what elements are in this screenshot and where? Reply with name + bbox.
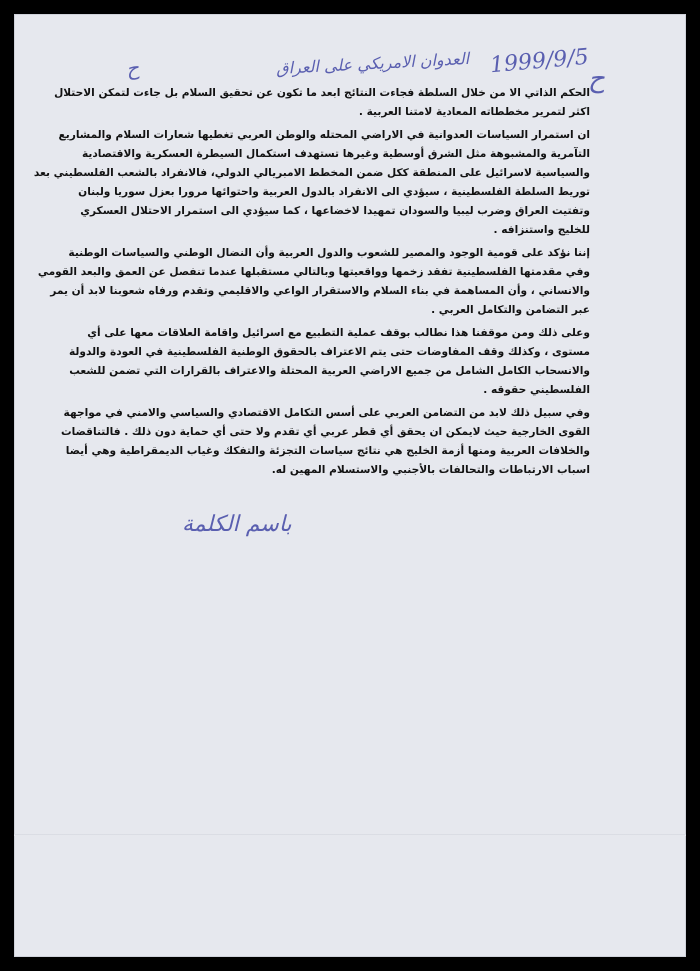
text-line: والخلافات العربية ومنها أزمة الخليج هي نتائج سياسات التجزئة والتفكك وغياب الديمقراطية وهي أيضا — [65, 445, 590, 457]
text-line: مستوى ، وكذلك وقف المفاوضات حتى يتم الاعتراف بالحقوق الوطنية الفلسطينية في العودة والدولة — [68, 346, 590, 358]
text-line: والسياسية لاسرائيل على المنطقة ككل ضمن المخطط الامبريالي الدولي، فالانفراد بالشعب الفلسطيني بعد — [33, 167, 590, 179]
text-line: اسباب الارتباطات والتحالفات بالأجنبي والاستسلام المهين له. — [271, 464, 590, 476]
document-page — [14, 14, 686, 957]
handwritten-mark-left: ح — [124, 55, 141, 81]
paragraph — [61, 404, 590, 480]
text-line: وعلى ذلك ومن موقفنا هذا نطالب بوقف عملية التطبيع مع اسرائيل واقامة العلاقات معها على أي — [87, 327, 590, 339]
text-line: القوى الخارجية حيث لايمكن ان يحقق أي قطر عربي أي تقدم ولا حتى أي حماية دون ذلك . فالتناقضات — [61, 426, 590, 438]
text-line: الحكم الذاتي الا من خلال السلطة فجاءت النتائج ابعد ما تكون عن تحقيق السلام بل جاءت لتمكن الاحتلال — [54, 87, 590, 99]
handwritten-signature: باسم الكلمة — [182, 512, 292, 537]
text-line: اكثر لتمرير مخططاته المعادية لامتنا العربية . — [358, 106, 590, 118]
text-line: وفي مقدمتها الفلسطينية تفقد زخمها وواقعيتها وبالتالي مستقبلها عندما تنفصل عن العمق والبعد القومي — [37, 266, 590, 278]
text-line: وتفتيت العراق وضرب ليبيا والسودان تمهيدا لاخضاعها ، كما سيؤدي الى استمرار الاحتلال العسكري — [80, 205, 590, 217]
paragraph — [33, 126, 590, 240]
text-line: للخليج واستنزافه . — [493, 224, 590, 236]
text-line: وفي سبيل ذلك لابد من التضامن العربي على أسس التكامل الاقتصادي والسياسي والامني في مواجهة — [63, 407, 590, 419]
text-line: والانسحاب الكامل الشامل من جميع الاراضي العربية المحتلة والاعتراف بالقرارات التي تضمن للشعب — [69, 365, 590, 377]
text-line: التآمرية والمشبوهة مثل الشرق أوسطية وغيرها تستهدف استكمال السيطرة العسكرية والاقتصادية — [81, 148, 590, 160]
paragraph — [54, 84, 590, 122]
text-line: ان استمرار السياسات العدوانية في الاراضي المحتله والوطن العربي تغطيها شعارات السلام والمشاريع — [58, 129, 590, 141]
paper-fold-line — [14, 834, 686, 836]
text-line: والانساني ، وأن المساهمة في بناء السلام والاستقرار الواعي والاقليمي وتقدم ورفاه شعوبنا لابد أن يمر — [50, 285, 590, 297]
paragraph — [37, 244, 590, 320]
text-line: عبر التضامن والتكامل العربي . — [431, 304, 590, 316]
handwritten-title-note: العدوان الامريكي على العراق — [275, 48, 470, 79]
text-line: الفلسطيني حقوقه . — [483, 384, 590, 396]
text-line: إننا نؤكد على قومية الوجود والمصير للشعوب والدول العربية وأن النضال الوطني والسياسات الوطنية — [68, 247, 590, 259]
document-body — [33, 84, 590, 484]
handwritten-mark-right: ح — [588, 64, 605, 94]
handwritten-date: 1999/9/5 — [489, 44, 590, 79]
paragraph — [68, 324, 590, 400]
text-line: توريط السلطة الفلسطينية ، سيؤدي الى الانفراد بالدول العربية واحتوائها مرورا بعزل سوريا ولبنان — [78, 186, 590, 198]
